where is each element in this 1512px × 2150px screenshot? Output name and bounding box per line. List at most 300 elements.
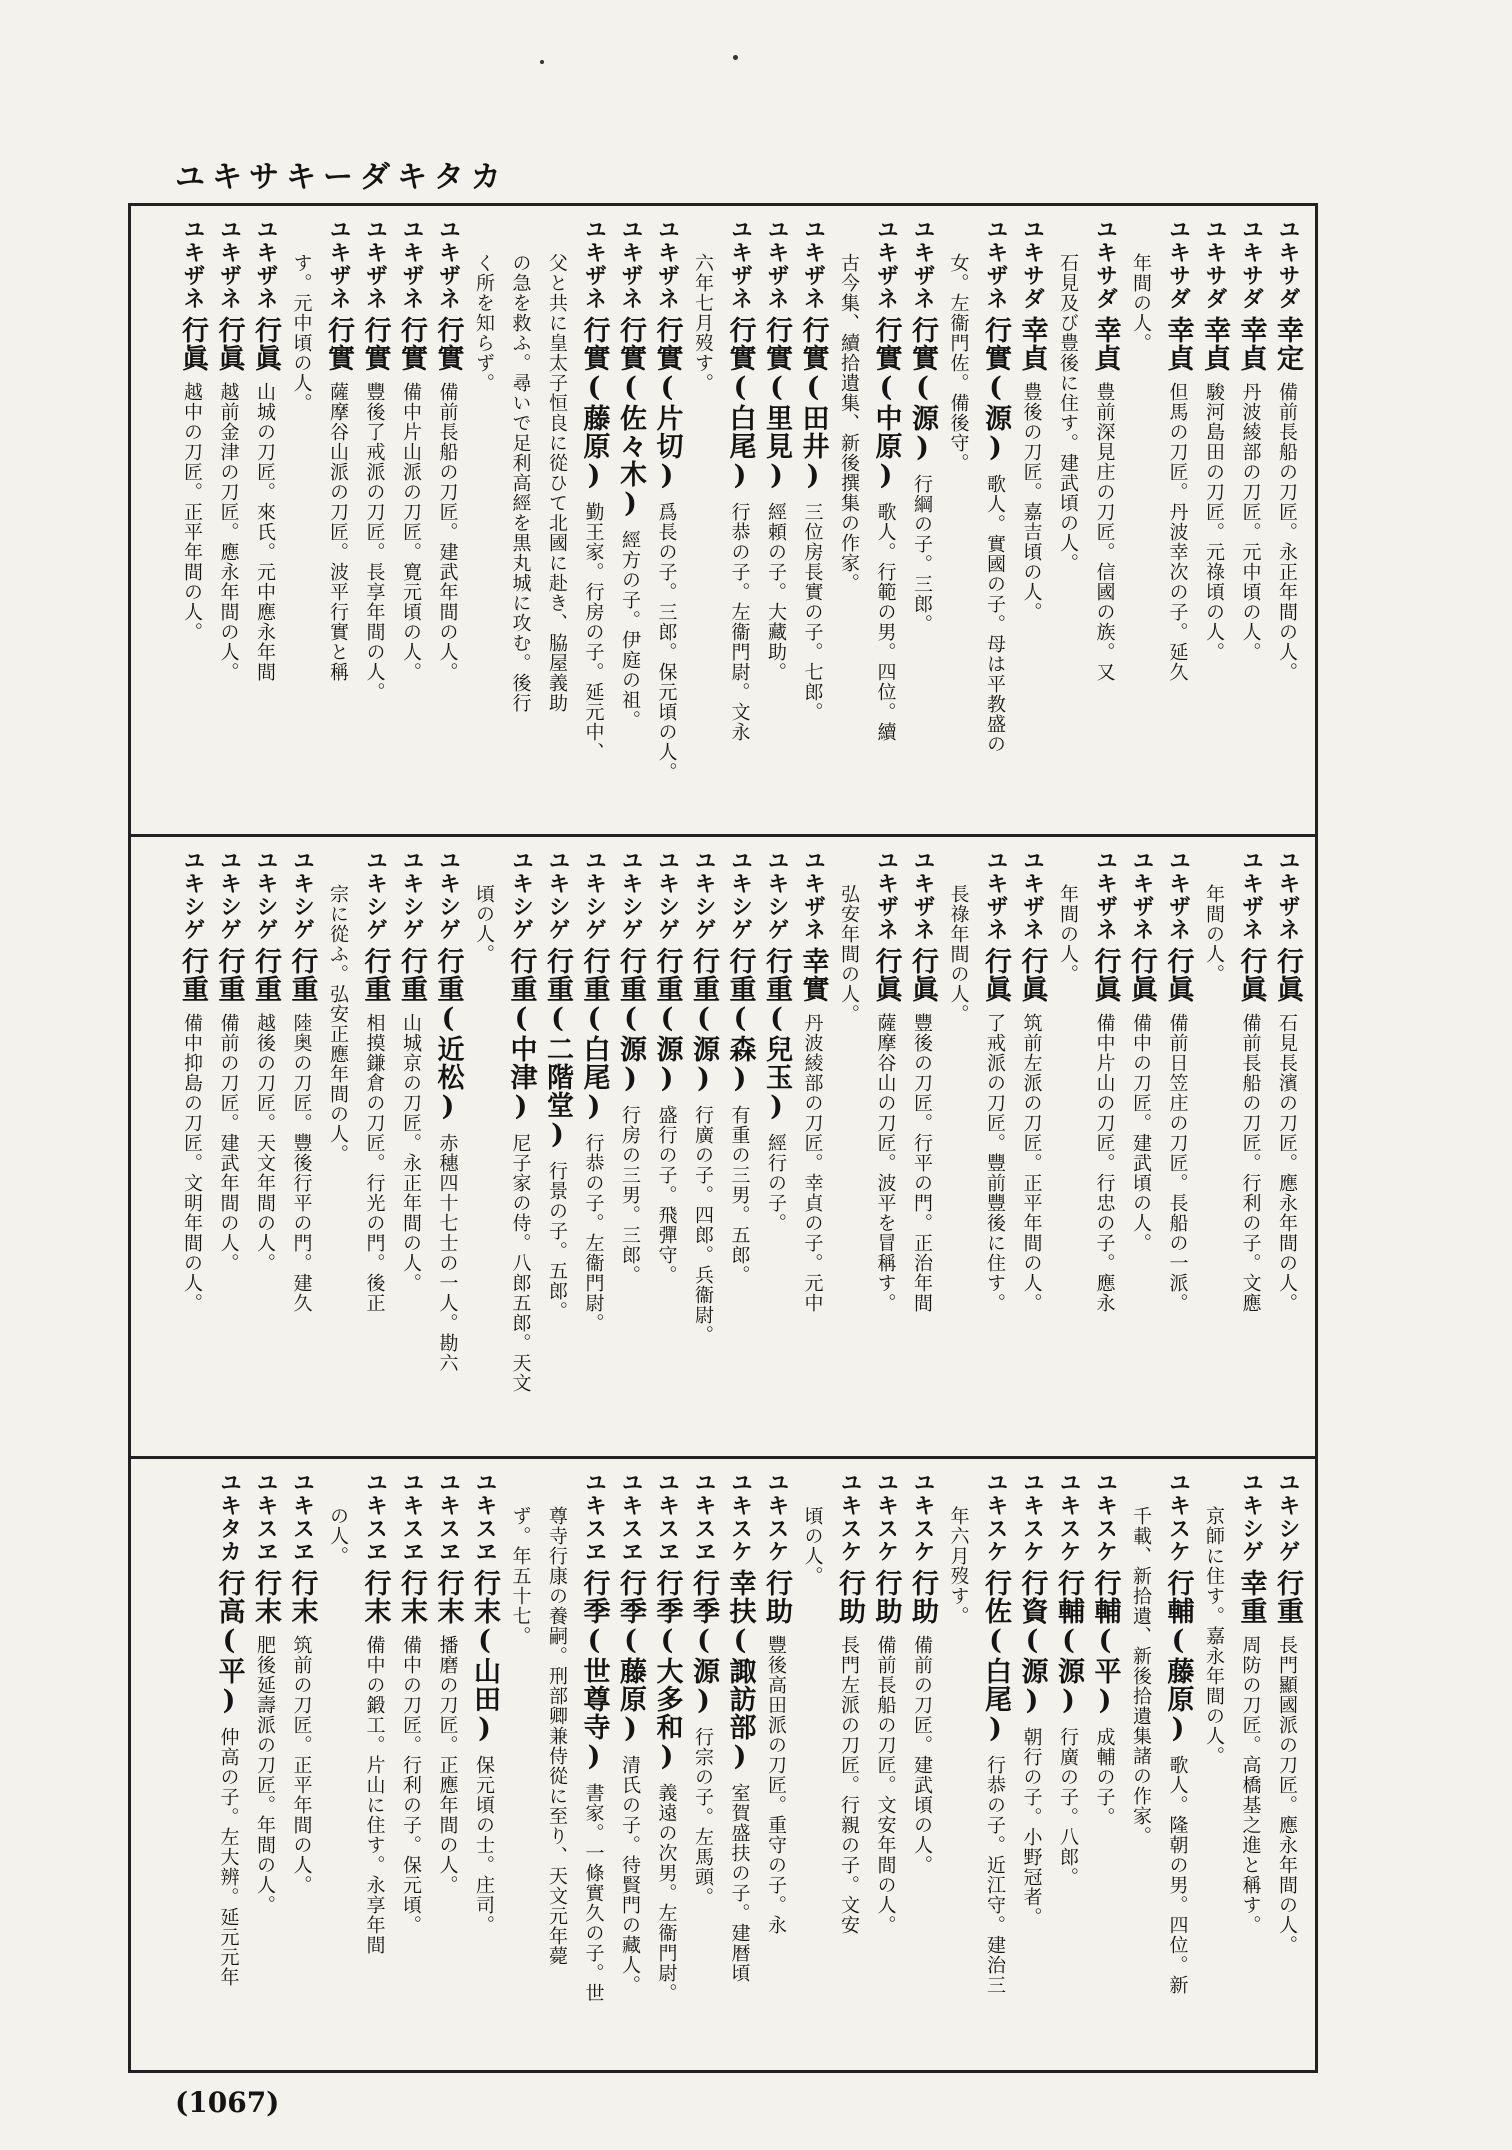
entry-reading: ユキサダ <box>1275 218 1300 310</box>
entry-headword: 行助 <box>761 1569 792 1625</box>
dictionary-entry <box>940 1471 977 2065</box>
entry-reading: ユキシゲ <box>435 849 461 941</box>
entry-headword: 行重 <box>250 947 281 1003</box>
entry-description: 周防の刀匠。高橋基之進と稱す。 <box>1239 1635 1262 1935</box>
entry-headword: 行眞 <box>213 316 245 372</box>
entry-headword: 行眞 <box>1089 947 1121 1003</box>
entry-headword: 行重(二階堂) <box>542 947 573 1151</box>
entry-description: 長門顯國派の刀匠。應永年間の人。 <box>1276 1635 1298 1955</box>
entry-description: 山城の刀匠。來氏。元中應永年間 <box>254 382 276 682</box>
entry-description: 爲長の子。三郎。保元頃の人。 <box>655 502 678 782</box>
entry-reading: ユキシゲ <box>581 849 607 941</box>
entry-description: 石見長濱の刀匠。應永年間の人。 <box>1276 1013 1298 1313</box>
entry-description: 越中の刀匠。正平年間の人。 <box>181 382 203 642</box>
entry-description: 三位房長實の子。七郎。 <box>801 502 824 722</box>
dictionary-entry <box>831 1471 868 2065</box>
entry-description: 越後の刀匠。天文年間の人。 <box>254 1013 276 1273</box>
entry-headword: 行高(平) <box>213 1569 245 1717</box>
entry-description: 備前長船の刀匠。建武年間の人。 <box>436 382 459 682</box>
entry-reading: ユキシゲ <box>289 849 315 941</box>
entry-headword: 行助 <box>907 1569 938 1625</box>
dictionary-entry <box>867 849 904 1451</box>
entry-reading: ユキザネ <box>216 218 242 310</box>
band-top <box>131 206 1315 834</box>
entry-description: 父と共に皇太子恒良に從ひて北國に赴き、脇屋義助 <box>546 253 568 714</box>
entry-description: 相摸鎌倉の刀匠。行光の門。後正 <box>363 1013 386 1313</box>
entry-reading: ユキザネ <box>362 218 388 310</box>
entry-reading: ユキザネ <box>800 849 826 941</box>
dictionary-entry <box>612 1471 649 2065</box>
dictionary-entry <box>1269 218 1306 826</box>
dictionary-entry <box>831 849 868 1451</box>
entry-reading: ユキスヱ <box>435 1471 461 1563</box>
entry-reading: ユキザネ <box>1092 849 1118 941</box>
entry-reading: ユキザネ <box>1019 849 1045 941</box>
dictionary-entry <box>1232 218 1269 826</box>
entry-headword: 行眞 <box>1126 947 1157 1003</box>
entry-reading: ユキサダ <box>1019 218 1045 310</box>
band-bottom <box>131 1456 1315 2073</box>
entry-reading: ユキスケ <box>727 1471 753 1563</box>
entry-description: く所を知らず。 <box>473 253 495 394</box>
dictionary-entry <box>940 218 977 826</box>
entry-headword: 行眞 <box>1272 947 1303 1003</box>
entry-description: 弘安年間の人。 <box>838 884 860 1025</box>
entry-description: 宗に從ふ。弘安正應年間の人。 <box>327 884 349 1165</box>
entry-reading: ユキザネ <box>326 218 351 310</box>
entry-description: 仲高の子。左大辨。延元元年 <box>217 1727 240 1987</box>
entry-headword: 幸扶(諏訪部) <box>724 1569 756 1773</box>
entry-headword: 行資(源) <box>1016 1569 1048 1717</box>
dictionary-entry <box>977 218 1014 826</box>
entry-reading: ユキシゲ <box>253 849 278 941</box>
entry-headword: 行實(中原) <box>870 316 902 492</box>
dictionary-entry <box>940 849 977 1451</box>
dictionary-entry <box>210 1471 247 2065</box>
dictionary-entry <box>1196 849 1233 1451</box>
entry-description: 京師に住す。嘉永年間の人。 <box>1203 1506 1225 1767</box>
entry-reading: ユキスケ <box>1165 1471 1191 1563</box>
entry-description: 長祿年間の人。 <box>947 884 970 1025</box>
entry-reading: ユキシゲ <box>691 849 716 941</box>
dictionary-entry <box>575 1471 612 2065</box>
entry-reading: ユキスヱ <box>289 1471 315 1563</box>
dictionary-entry <box>904 1471 941 2065</box>
entry-reading: ユキスケ <box>764 1471 789 1563</box>
dictionary-entry <box>1050 1471 1087 2065</box>
entry-description: 了戒派の刀匠。豐前豐後に住す。 <box>984 1013 1006 1313</box>
dictionary-entry <box>174 849 211 1451</box>
entry-headword: 行重 <box>1272 1569 1303 1625</box>
entry-reading: ユキザネ <box>1238 849 1264 941</box>
dictionary-entry <box>539 1471 576 2065</box>
dictionary-entry <box>1269 1471 1306 2065</box>
entry-description: 古今集、續拾遺集、新後撰集の作家。 <box>838 253 860 594</box>
page-number: (1067) <box>175 2086 280 2119</box>
entry-description: 行恭の子。近江守。建治三 <box>984 1755 1006 1995</box>
entry-description: 歌人。隆朝の男。四位。新 <box>1166 1755 1189 1995</box>
entry-headword: 行末 <box>359 1569 391 1625</box>
dictionary-entry <box>1086 218 1123 826</box>
dictionary-entry <box>174 218 211 826</box>
dictionary-entry <box>429 1471 466 2065</box>
entry-headword: 行輔(源) <box>1053 1569 1084 1717</box>
entry-headword: 行實(源) <box>907 316 938 464</box>
entry-description: 備中片山の刀匠。行忠の子。應永 <box>1093 1013 1116 1313</box>
entry-description: 經方の子。伊庭の祖。 <box>619 530 641 730</box>
dictionary-entry <box>539 849 576 1451</box>
entry-headword: 行實(里見) <box>761 316 792 492</box>
entry-reading: ユキザネ <box>618 218 643 310</box>
entry-description: 經行の子。 <box>765 1133 787 1233</box>
entry-headword: 行重(源) <box>615 947 646 1095</box>
band-columns <box>141 849 1305 1451</box>
dictionary-entry <box>904 218 941 826</box>
entry-headword: 行實(白尾) <box>724 316 756 492</box>
entry-description: 豊前深見庄の刀匠。信國の族。又 <box>1093 382 1116 682</box>
dictionary-entry <box>831 218 868 826</box>
entry-description: 備前の刀匠。建武年間の人。 <box>217 1013 240 1273</box>
entry-reading: ユキザネ <box>1129 849 1154 941</box>
entry-description: 有重の三男。五郎。 <box>728 1105 751 1285</box>
entry-description: 丹波綾部の刀匠。元中頃の人。 <box>1239 382 1262 662</box>
entry-reading: ユキシゲ <box>362 849 388 941</box>
entry-description: 勤王家。行房の子。延元中、 <box>582 502 605 762</box>
entry-description: の急を救ふ。尋いで足利高經を黒丸城に攻む。後行 <box>509 253 532 714</box>
dictionary-entry <box>210 849 247 1451</box>
dictionary-entry <box>283 1471 320 2065</box>
entry-description: 山城京の刀匠。永正年間の人。 <box>400 1013 422 1293</box>
entry-headword: 行末 <box>396 1569 427 1625</box>
entry-headword: 行實(片切) <box>651 316 683 492</box>
entry-headword: 幸貞 <box>1089 316 1121 372</box>
dictionary-entry <box>502 849 539 1451</box>
entry-description: 備前長船の刀匠。永正年間の人。 <box>1276 382 1298 682</box>
entry-description: 薩摩谷山派の刀匠。波平行實と稱 <box>327 382 349 682</box>
entry-headword: 行重(兒玉) <box>761 947 792 1123</box>
dictionary-entry <box>1159 218 1196 826</box>
dictionary-entry <box>1269 849 1306 1451</box>
entry-headword: 幸貞 <box>1162 316 1194 372</box>
entry-headword: 行眞 <box>870 947 902 1003</box>
entry-reading: ユキスヱ <box>362 1471 388 1563</box>
dictionary-entry <box>539 218 576 826</box>
dictionary-frame <box>128 203 1318 2073</box>
dictionary-entry <box>758 849 795 1451</box>
entry-description: 義遠の次男。左衞門尉。 <box>655 1783 678 2003</box>
entry-headword: 行重 <box>213 947 245 1003</box>
dictionary-entry <box>247 849 284 1451</box>
dictionary-entry <box>1232 849 1269 1451</box>
entry-reading: ユキザネ <box>910 849 935 941</box>
entry-description: 筑前左派の刀匠。正平年間の人。 <box>1020 1013 1043 1313</box>
entry-description: 播磨の刀匠。正應年間の人。 <box>436 1635 459 1895</box>
entry-reading: ユキスケ <box>1019 1471 1045 1563</box>
dictionary-entry <box>612 849 649 1451</box>
entry-headword: 行輔(藤原) <box>1162 1569 1194 1745</box>
entry-headword: 行重(森) <box>724 947 756 1095</box>
dictionary-entry <box>466 1471 503 2065</box>
entry-description: 駿河島田の刀匠。元祿頃の人。 <box>1203 382 1225 662</box>
entry-reading: ユキザネ <box>1275 849 1300 941</box>
entry-headword: 行季(源) <box>688 1569 719 1717</box>
entry-headword: 行助 <box>870 1569 902 1625</box>
entry-description: 行廣の子。四郎。兵衞尉。 <box>692 1105 714 1345</box>
entry-headword: 行重 <box>286 947 318 1003</box>
dictionary-entry <box>502 1471 539 2065</box>
band-columns <box>141 1471 1305 2065</box>
entry-reading: ユキザネ <box>253 218 278 310</box>
entry-reading: ユキシゲ <box>545 849 570 941</box>
dictionary-entry <box>721 218 758 826</box>
entry-description: 行房の三男。三郎。 <box>619 1105 641 1285</box>
entry-description: 豐後高田派の刀匠。重守の子。永 <box>765 1635 787 1935</box>
entry-reading: ユキシゲ <box>764 849 789 941</box>
dictionary-entry <box>1013 849 1050 1451</box>
entry-reading: ユキスケ <box>873 1471 899 1563</box>
entry-description: 千載、新拾遺、新後拾遺集諸の作家。 <box>1130 1506 1152 1847</box>
dictionary-entry <box>648 218 685 826</box>
entry-reading: ユキシゲ <box>1275 1471 1300 1563</box>
entry-headword: 行眞 <box>1235 947 1267 1003</box>
entry-headword: 行實(佐々木) <box>615 316 646 520</box>
entry-description: 肥後延壽派の刀匠。年間の人。 <box>254 1635 276 1915</box>
dictionary-entry <box>685 1471 722 2065</box>
dictionary-entry <box>466 849 503 1451</box>
dictionary-entry <box>1123 1471 1160 2065</box>
dictionary-entry <box>1232 1471 1269 2065</box>
entry-reading: ユキスケ <box>837 1471 862 1563</box>
dictionary-entry <box>904 849 941 1451</box>
entry-description: 備中の刀匠。行利の子。保元頃。 <box>400 1635 422 1935</box>
dictionary-entry <box>685 218 722 826</box>
entry-headword: 行末 <box>432 1569 464 1625</box>
entry-reading: ユキスヱ <box>691 1471 716 1563</box>
dictionary-entry <box>356 849 393 1451</box>
entry-headword: 行重 <box>396 947 427 1003</box>
entry-description: 經頼の子。大藏助。 <box>765 502 787 682</box>
dictionary-entry <box>1086 1471 1123 2065</box>
entry-reading: ユキタカ <box>216 1471 242 1563</box>
entry-description: 行恭の子。左衞門尉。文永 <box>728 502 751 742</box>
entry-description: 備前長船の刀匠。文安年間の人。 <box>874 1635 897 1935</box>
entry-reading: ユキザネ <box>399 218 424 310</box>
entry-description: 年間の人。 <box>1130 253 1152 354</box>
dictionary-entry <box>502 218 539 826</box>
entry-description: ず。年五十七。 <box>509 1506 532 1647</box>
entry-headword: 行實 <box>396 316 427 372</box>
entry-description: 行綱の子。三郎。 <box>911 474 933 634</box>
entry-headword: 行眞 <box>177 316 208 372</box>
entry-headword: 行季(世尊寺) <box>578 1569 610 1773</box>
entry-headword: 行重 <box>359 947 391 1003</box>
entry-description: 尼子家の侍。八郎五郎。天文 <box>509 1133 532 1393</box>
dictionary-entry <box>283 849 320 1451</box>
entry-reading: ユキサダ <box>1202 218 1227 310</box>
entry-headword: 行重(源) <box>651 947 683 1095</box>
entry-description: 長門左派の刀匠。行親の子。文安 <box>838 1635 860 1935</box>
entry-reading: ユキスヱ <box>618 1471 643 1563</box>
entry-description: 豐後の刀匠。行平の門。正治年間 <box>911 1013 933 1313</box>
entry-description: 石見及び豊後に住す。建武頃の人。 <box>1057 253 1079 574</box>
dictionary-entry <box>794 1471 831 2065</box>
dictionary-entry <box>758 1471 795 2065</box>
dictionary-entry <box>794 849 831 1451</box>
entry-reading: ユキザネ <box>727 218 753 310</box>
entry-headword: 幸貞 <box>1235 316 1267 372</box>
entry-headword: 行佐(白尾) <box>980 1569 1011 1745</box>
entry-headword: 行重(源) <box>688 947 719 1095</box>
entry-reading: ユキザネ <box>764 218 789 310</box>
entry-description: 六年七月歿す。 <box>692 253 714 394</box>
entry-reading: ユキシゲ <box>399 849 424 941</box>
entry-headword: 行眞 <box>980 947 1011 1003</box>
dictionary-entry <box>575 849 612 1451</box>
entry-reading: ユキスヱ <box>472 1471 497 1563</box>
entry-headword: 行末(山田) <box>469 1569 500 1745</box>
entry-description: 盛行の子。飛彈守。 <box>655 1105 678 1285</box>
dictionary-entry <box>685 849 722 1451</box>
entry-headword: 幸重 <box>1235 1569 1267 1625</box>
dictionary-entry <box>247 1471 284 2065</box>
entry-reading: ユキザネ <box>581 218 607 310</box>
dictionary-entry <box>1013 1471 1050 2065</box>
entry-headword: 行實(源) <box>980 316 1011 464</box>
entry-reading: ユキスヱ <box>399 1471 424 1563</box>
entry-description: 豐後了戒派の刀匠。長享年間の人。 <box>363 382 386 702</box>
entry-description: 朝行の子。小野冠者。 <box>1020 1727 1043 1927</box>
entry-description: 年六月歿す。 <box>947 1506 970 1627</box>
entry-description: 行宗の子。左馬頭。 <box>692 1727 714 1907</box>
entry-headword: 幸貞 <box>1199 316 1230 372</box>
entry-reading: ユキザネ <box>983 849 1008 941</box>
print-speck <box>540 60 544 64</box>
entry-reading: ユキスケ <box>1092 1471 1118 1563</box>
entry-reading: ユキスヱ <box>253 1471 278 1563</box>
entry-reading: ユキスケ <box>1056 1471 1081 1563</box>
entry-headword: 幸實 <box>797 947 829 1003</box>
dictionary-entry <box>210 218 247 826</box>
entry-headword: 行重(近松) <box>432 947 464 1123</box>
dictionary-entry <box>429 849 466 1451</box>
entry-description: 備前日笠庄の刀匠。長船の一派。 <box>1166 1013 1189 1313</box>
entry-description: 年間の人。 <box>1057 884 1079 985</box>
entry-headword: 行末 <box>286 1569 318 1625</box>
entry-description: 成輔の子。 <box>1093 1727 1116 1827</box>
dictionary-entry <box>320 1471 357 2065</box>
entry-reading: ユキサダ <box>1165 218 1191 310</box>
entry-reading: ユキザネ <box>873 849 899 941</box>
dictionary-entry <box>977 1471 1014 2065</box>
entry-headword: 行眞 <box>1162 947 1194 1003</box>
entry-headword: 行助 <box>834 1569 865 1625</box>
dictionary-entry <box>648 849 685 1451</box>
entry-reading: ユキシゲ <box>508 849 534 941</box>
entry-description: 備中の刀匠。建武頃の人。 <box>1130 1013 1152 1253</box>
dictionary-entry <box>247 218 284 826</box>
dictionary-entry <box>429 218 466 826</box>
entry-reading: ユキザネ <box>983 218 1008 310</box>
dictionary-entry <box>320 849 357 1451</box>
dictionary-entry <box>356 1471 393 2065</box>
entry-description: 保元頃の士。庄司。 <box>473 1755 495 1935</box>
entry-description: 但馬の刀匠。丹波幸次の子。延久 <box>1166 382 1189 682</box>
entry-description: 書家。一條實久の子。世 <box>582 1783 605 2003</box>
entry-description: 備中片山派の刀匠。寛元頃の人。 <box>400 382 422 682</box>
entry-description: の人。 <box>327 1506 349 1567</box>
entry-reading: ユキサダ <box>1092 218 1118 310</box>
entry-description: 備前の刀匠。建武頃の人。 <box>911 1635 933 1875</box>
entry-headword: 行重(白尾) <box>578 947 610 1123</box>
entry-headword: 行實 <box>359 316 391 372</box>
entry-description: 歌人。行範の男。四位。續 <box>874 502 897 742</box>
dictionary-entry <box>1196 1471 1233 2065</box>
entry-description: 筑前の刀匠。正平年間の人。 <box>290 1635 313 1895</box>
entry-headword: 行實 <box>432 316 464 372</box>
entry-description: 備中抑島の刀匠。文明年間の人。 <box>181 1013 203 1313</box>
entry-reading: ユキシゲ <box>216 849 242 941</box>
entry-headword: 行實(田井) <box>797 316 829 492</box>
dictionary-entry <box>867 218 904 826</box>
entry-reading: ユキシゲ <box>180 849 205 941</box>
entry-description: 丹波綾部の刀匠。幸貞の子。元中 <box>801 1013 824 1313</box>
dictionary-entry <box>1123 849 1160 1451</box>
entry-description: 越前金津の刀匠。應永年間の人。 <box>217 382 240 682</box>
entry-description: 女。左衞門佐。備後守。 <box>947 253 970 474</box>
entry-reading: ユキザネ <box>873 218 899 310</box>
dictionary-entry <box>612 218 649 826</box>
entry-headword: 行眞 <box>1016 947 1048 1003</box>
dictionary-entry <box>1159 849 1196 1451</box>
entry-headword: 行季(藤原) <box>615 1569 646 1745</box>
entry-reading: ユキシゲ <box>654 849 680 941</box>
dictionary-entry <box>1086 849 1123 1451</box>
dictionary-entry <box>1050 849 1087 1451</box>
entry-reading: ユキスケ <box>910 1471 935 1563</box>
dictionary-entry <box>758 218 795 826</box>
entry-headword: 行眞 <box>907 947 938 1003</box>
dictionary-entry <box>1050 218 1087 826</box>
dictionary-entry <box>721 849 758 1451</box>
entry-description: 豊後の刀匠。嘉吉頃の人。 <box>1020 382 1043 622</box>
entry-description: 清氏の子。待賢門の藏人。 <box>619 1755 641 1995</box>
entry-headword: 行實(藤原) <box>578 316 610 492</box>
entry-description: 赤穗四十七士の一人。勘六 <box>436 1133 459 1373</box>
dictionary-entry <box>794 218 831 826</box>
entry-headword: 行重(中津) <box>505 947 537 1123</box>
print-speck <box>733 55 738 60</box>
dictionary-entry <box>466 218 503 826</box>
entry-reading: ユキスヱ <box>581 1471 607 1563</box>
entry-reading: ユキスケ <box>983 1471 1008 1563</box>
entry-reading: ユキザネ <box>180 218 205 310</box>
dictionary-entry <box>320 218 357 826</box>
dictionary-entry <box>977 849 1014 1451</box>
entry-description: 陸奥の刀匠。豐後行平の門。建久 <box>290 1013 313 1313</box>
dictionary-entry <box>393 1471 430 2065</box>
running-head: ユキサキーダキタカ <box>175 160 508 195</box>
dictionary-entry <box>393 218 430 826</box>
entry-reading: ユキサダ <box>1238 218 1264 310</box>
entry-headword: 行重 <box>177 947 208 1003</box>
band-middle <box>131 834 1315 1459</box>
dictionary-entry <box>1196 218 1233 826</box>
entry-reading: ユキザネ <box>435 218 461 310</box>
entry-headword: 行季(大多和) <box>651 1569 683 1773</box>
entry-description: 行恭の子。左衞門尉。 <box>582 1133 605 1333</box>
dictionary-entry <box>648 1471 685 2065</box>
dictionary-entry <box>1159 1471 1196 2065</box>
